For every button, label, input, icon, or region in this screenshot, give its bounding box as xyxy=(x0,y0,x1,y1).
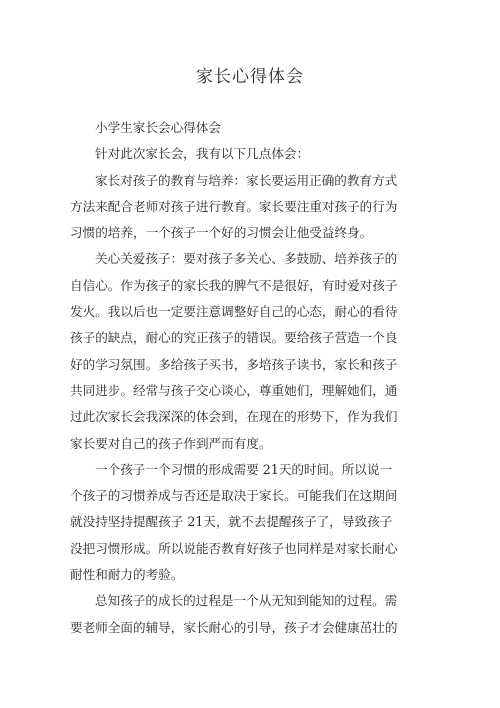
paragraph-line: 针对此次家长会，我有以下几点体会： xyxy=(95,146,310,162)
document-body xyxy=(70,115,398,641)
paragraph-line: 习惯的培养，一个孩子一个好的习惯会让他受益终身。 xyxy=(70,225,373,241)
paragraph-line: 自信心。作为孩子的家长我的脾气不是很好，有时爱对孩子 xyxy=(70,277,398,293)
paragraph-line: 一个孩子一个习惯的形成需要 21天的时间。所以说一 xyxy=(95,461,393,477)
paragraph-line: 耐性和耐力的考验。 xyxy=(70,567,184,583)
paragraph-line: 好的学习氛围。多给孩子买书，多培孩子读书，家长和孩子 xyxy=(70,356,398,372)
paragraph-line: 家长对孩子的教育与培养：家长要运用正确的教育方式 xyxy=(95,172,398,188)
paragraph-line: 要老师全面的辅导，家长耐心的引导，孩子才会健康茁壮的 xyxy=(70,619,398,635)
document-title: 家长心得体会 xyxy=(196,67,304,87)
paragraph-line: 小学生家长会心得体会 xyxy=(95,120,221,135)
paragraph-line: 发火。我以后也一定要注意调整好自己的心态，耐心的看待 xyxy=(70,304,398,320)
paragraph-line: 共同进步。经常与孩子交心谈心，尊重她们，理解她们，通 xyxy=(70,382,398,398)
paragraph-line: 关心关爱孩子：要对孩子多关心、多鼓励、培养孩子的 xyxy=(95,251,398,267)
paragraph-line: 没把习惯形成。所以说能否教育好孩子也同样是对家长耐心 xyxy=(70,540,398,556)
paragraph-line: 方法来配合老师对孩子进行教育。家长要注重对孩子的行为 xyxy=(70,198,398,214)
paragraph-line: 总知孩子的成长的过程是一个从无知到能知的过程。需 xyxy=(95,593,398,609)
paragraph-line: 过此次家长会我深深的体会到，在现在的形势下，作为我们 xyxy=(70,409,398,425)
paragraph-line: 孩子的缺点，耐心的究正孩子的错误。要给孩子营造一个良 xyxy=(70,330,398,346)
paragraph-line: 就没持坚持提醒孩子 21天，就不去提醒孩子了，导致孩子 xyxy=(70,514,393,530)
paragraph-line: 个孩子的习惯养成与否还是取决于家长。可能我们在这期间 xyxy=(70,488,398,504)
paragraph-line: 家长要对自己的孩子作到严而有度。 xyxy=(70,435,272,451)
